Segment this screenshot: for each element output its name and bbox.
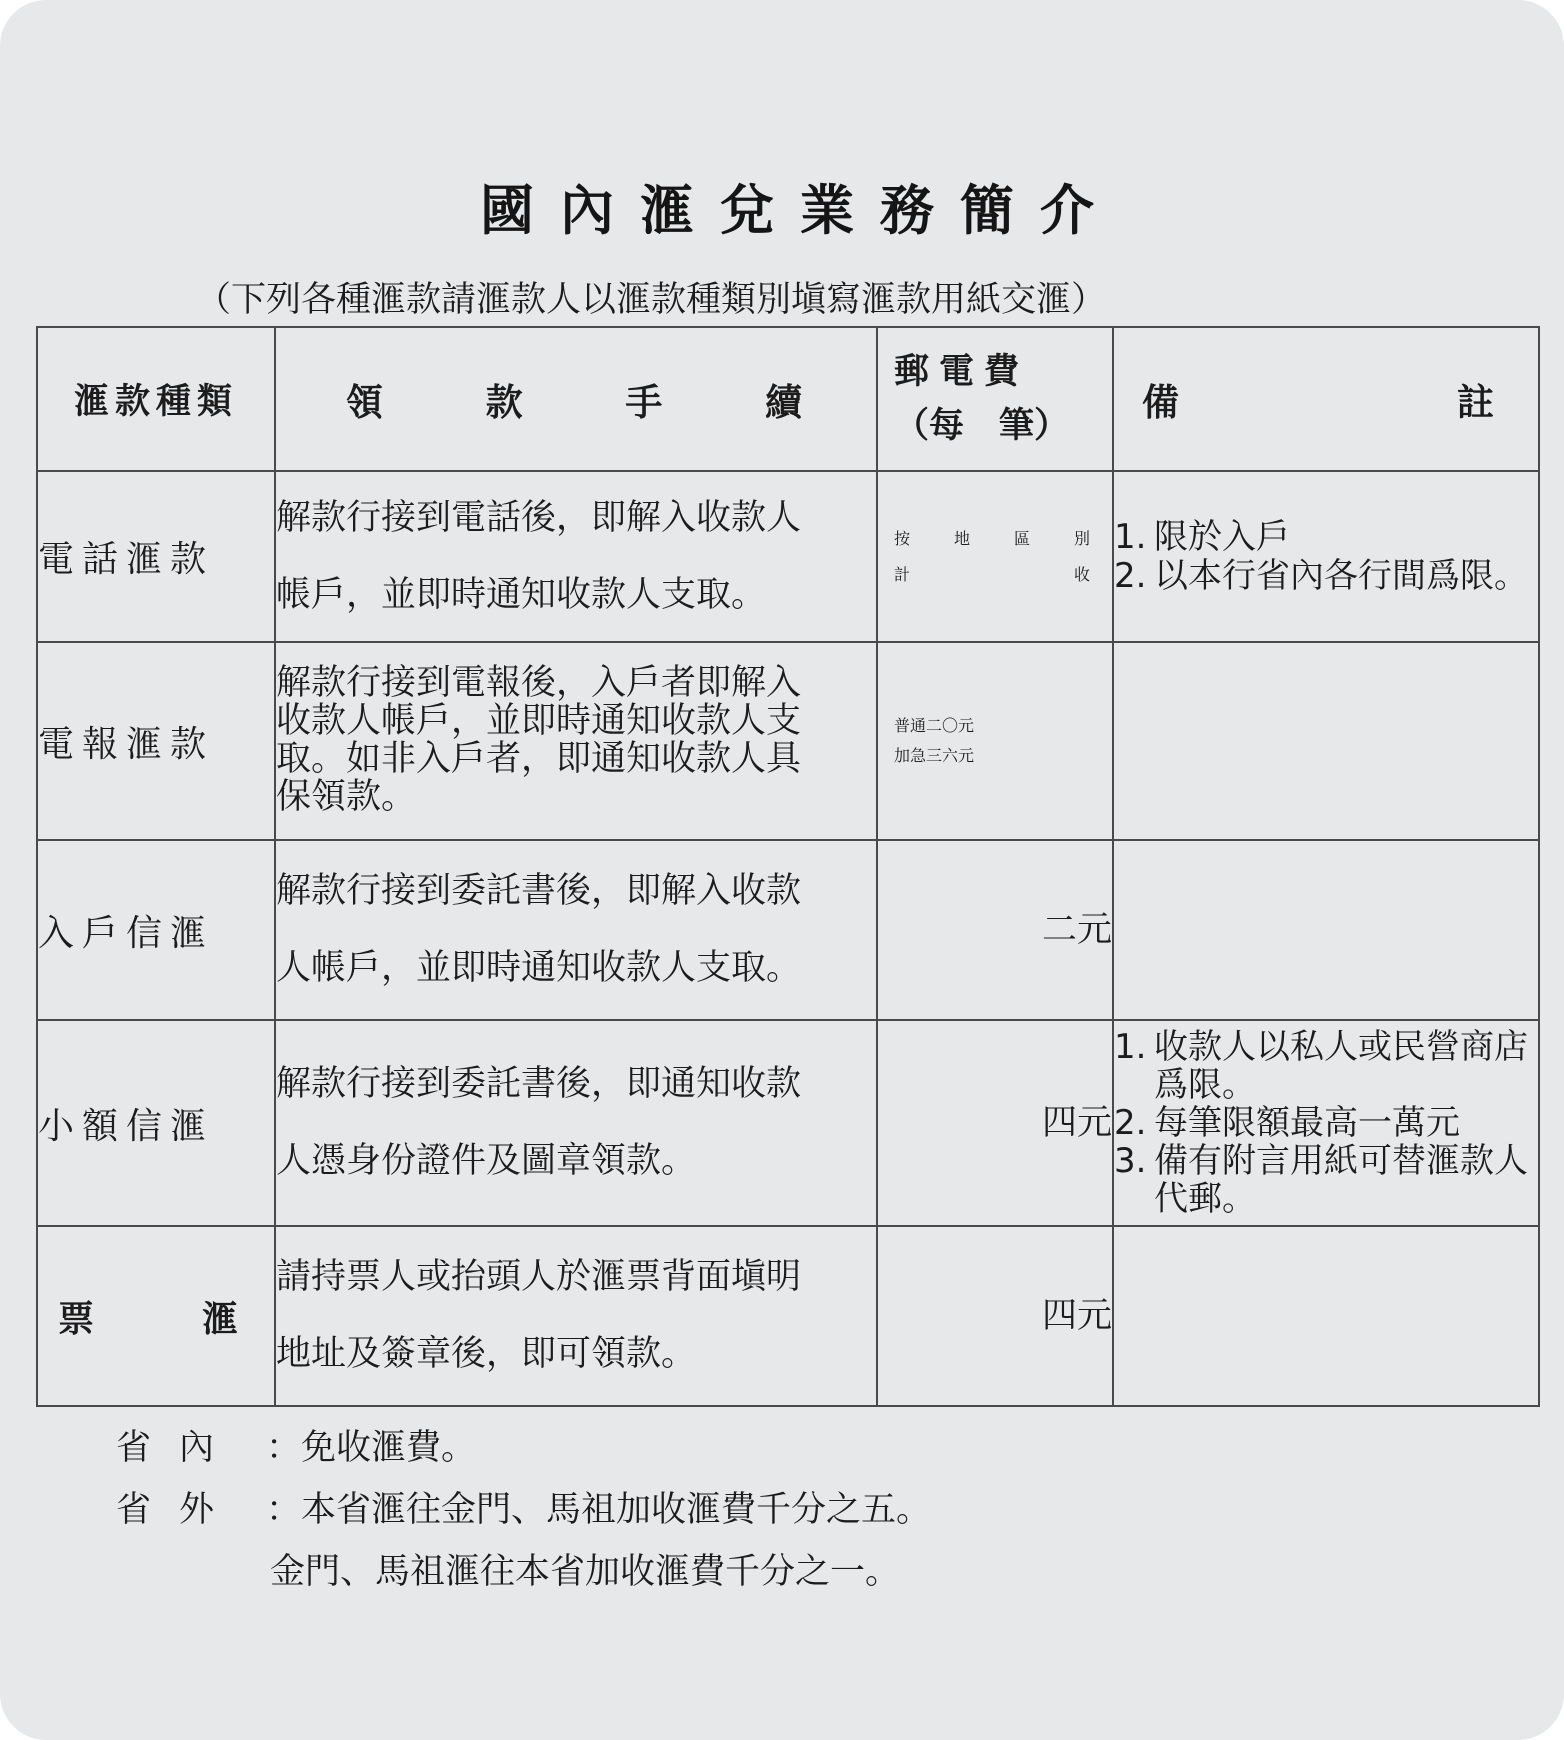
row-procedure: 請持票人或抬頭人於滙票背面塡明 地址及簽章後，即可領款。	[275, 1226, 877, 1406]
row-type: 電話滙款	[37, 471, 275, 642]
footer-external-text: ：本省滙往金門、馬祖加收滙費千分之五。	[266, 1490, 932, 1530]
table-header-row	[37, 327, 1539, 471]
page-subtitle: （下列各種滙款請滙款人以滙款種類別塡寫滙款用紙交滙）	[196, 280, 1107, 320]
footer-external-label: 省外	[116, 1490, 243, 1530]
header-procedure-char: 續	[764, 381, 802, 424]
row-note	[1113, 1226, 1539, 1406]
row-type: 小額信滙	[37, 1020, 275, 1226]
note-number: 2.	[1114, 1102, 1147, 1143]
header-procedure-char: 手	[625, 381, 663, 424]
row-fee: 四元	[877, 1020, 1113, 1226]
table-row	[37, 840, 1539, 1020]
row-type: 入戶信滙	[37, 840, 275, 1020]
note-item	[1114, 1104, 1538, 1142]
row-note	[1113, 1020, 1539, 1226]
note-item	[1114, 557, 1538, 595]
footer-domestic-text: ：免收滙費。	[266, 1428, 477, 1468]
note-number: 1.	[1114, 1026, 1147, 1067]
note-text: 限於入戶	[1154, 517, 1290, 558]
fee-char: 計	[894, 564, 911, 584]
note-item	[1114, 1142, 1538, 1218]
remittance-table	[36, 326, 1540, 1407]
fee-line: 加急三六元	[894, 746, 975, 765]
header-note-char: 註	[1457, 381, 1494, 424]
row-type-char: 滙	[201, 1298, 246, 1340]
row-procedure: 解款行接到電話後，即解入收款人 帳戶，並即時通知收款人支取。	[275, 471, 877, 642]
page-title: 國內滙兌業務簡介	[480, 179, 1120, 242]
row-note	[1113, 840, 1539, 1020]
note-text: 以本行省內各行間爲限。	[1154, 555, 1528, 596]
footer-external-line2: 金門、馬祖滙往本省加收滙費千分之一。	[270, 1552, 901, 1592]
row-procedure: 解款行接到電報後，入戶者即解入 收款人帳戶，並即時通知收款人支 取。如非入戶者，即通知收款人具 保領款。	[275, 642, 877, 840]
header-procedure-char: 領	[346, 381, 383, 424]
table-row	[37, 1226, 1539, 1406]
note-text: 每筆限額最高一萬元	[1154, 1102, 1460, 1143]
header-procedure-char: 款	[485, 381, 523, 424]
note-number: 2.	[1114, 555, 1147, 596]
fee-char: 地	[953, 529, 970, 549]
row-note	[1113, 471, 1539, 642]
table-row	[37, 1020, 1539, 1226]
row-type: 電報滙款	[37, 642, 275, 840]
footer-domestic	[116, 1420, 476, 1470]
header-type: 滙款種類	[37, 327, 275, 471]
fee-char: 按	[894, 529, 911, 549]
table-row	[37, 642, 1539, 840]
row-procedure: 解款行接到委託書後，即解入收款 人帳戶，並即時通知收款人支取。	[275, 840, 877, 1020]
row-type	[37, 1226, 275, 1406]
header-fee-line1: 郵電費	[894, 351, 1030, 392]
row-fee: 四元	[877, 1226, 1113, 1406]
note-text: 收款人以私人或民營商店爲限。	[1154, 1026, 1528, 1105]
row-fee	[877, 471, 1113, 642]
header-note-char: 備	[1142, 381, 1179, 424]
row-fee: 二元	[877, 840, 1113, 1020]
note-text: 備有附言用紙可替滙款人代郵。	[1154, 1141, 1528, 1220]
note-number: 1.	[1114, 517, 1147, 558]
fee-char: 收	[1073, 564, 1090, 584]
note-item	[1114, 1028, 1538, 1104]
note-item	[1114, 518, 1538, 556]
header-fee-line2: （每 筆）	[894, 406, 1070, 446]
footer-external	[116, 1482, 931, 1532]
fee-char: 別	[1073, 529, 1090, 549]
table-row	[37, 471, 1539, 642]
header-procedure	[275, 327, 877, 471]
row-note	[1113, 642, 1539, 840]
fee-char: 區	[1013, 529, 1030, 549]
header-fee	[877, 327, 1113, 471]
row-procedure: 解款行接到委託書後，即通知收款 人憑身份證件及圖章領款。	[275, 1020, 877, 1226]
fee-line: 普通二〇元	[894, 715, 975, 735]
header-note	[1113, 327, 1539, 471]
footer-domestic-label: 省內	[116, 1428, 243, 1468]
note-number: 3.	[1114, 1141, 1147, 1182]
row-type-char: 票	[58, 1298, 103, 1340]
row-fee	[877, 642, 1113, 840]
